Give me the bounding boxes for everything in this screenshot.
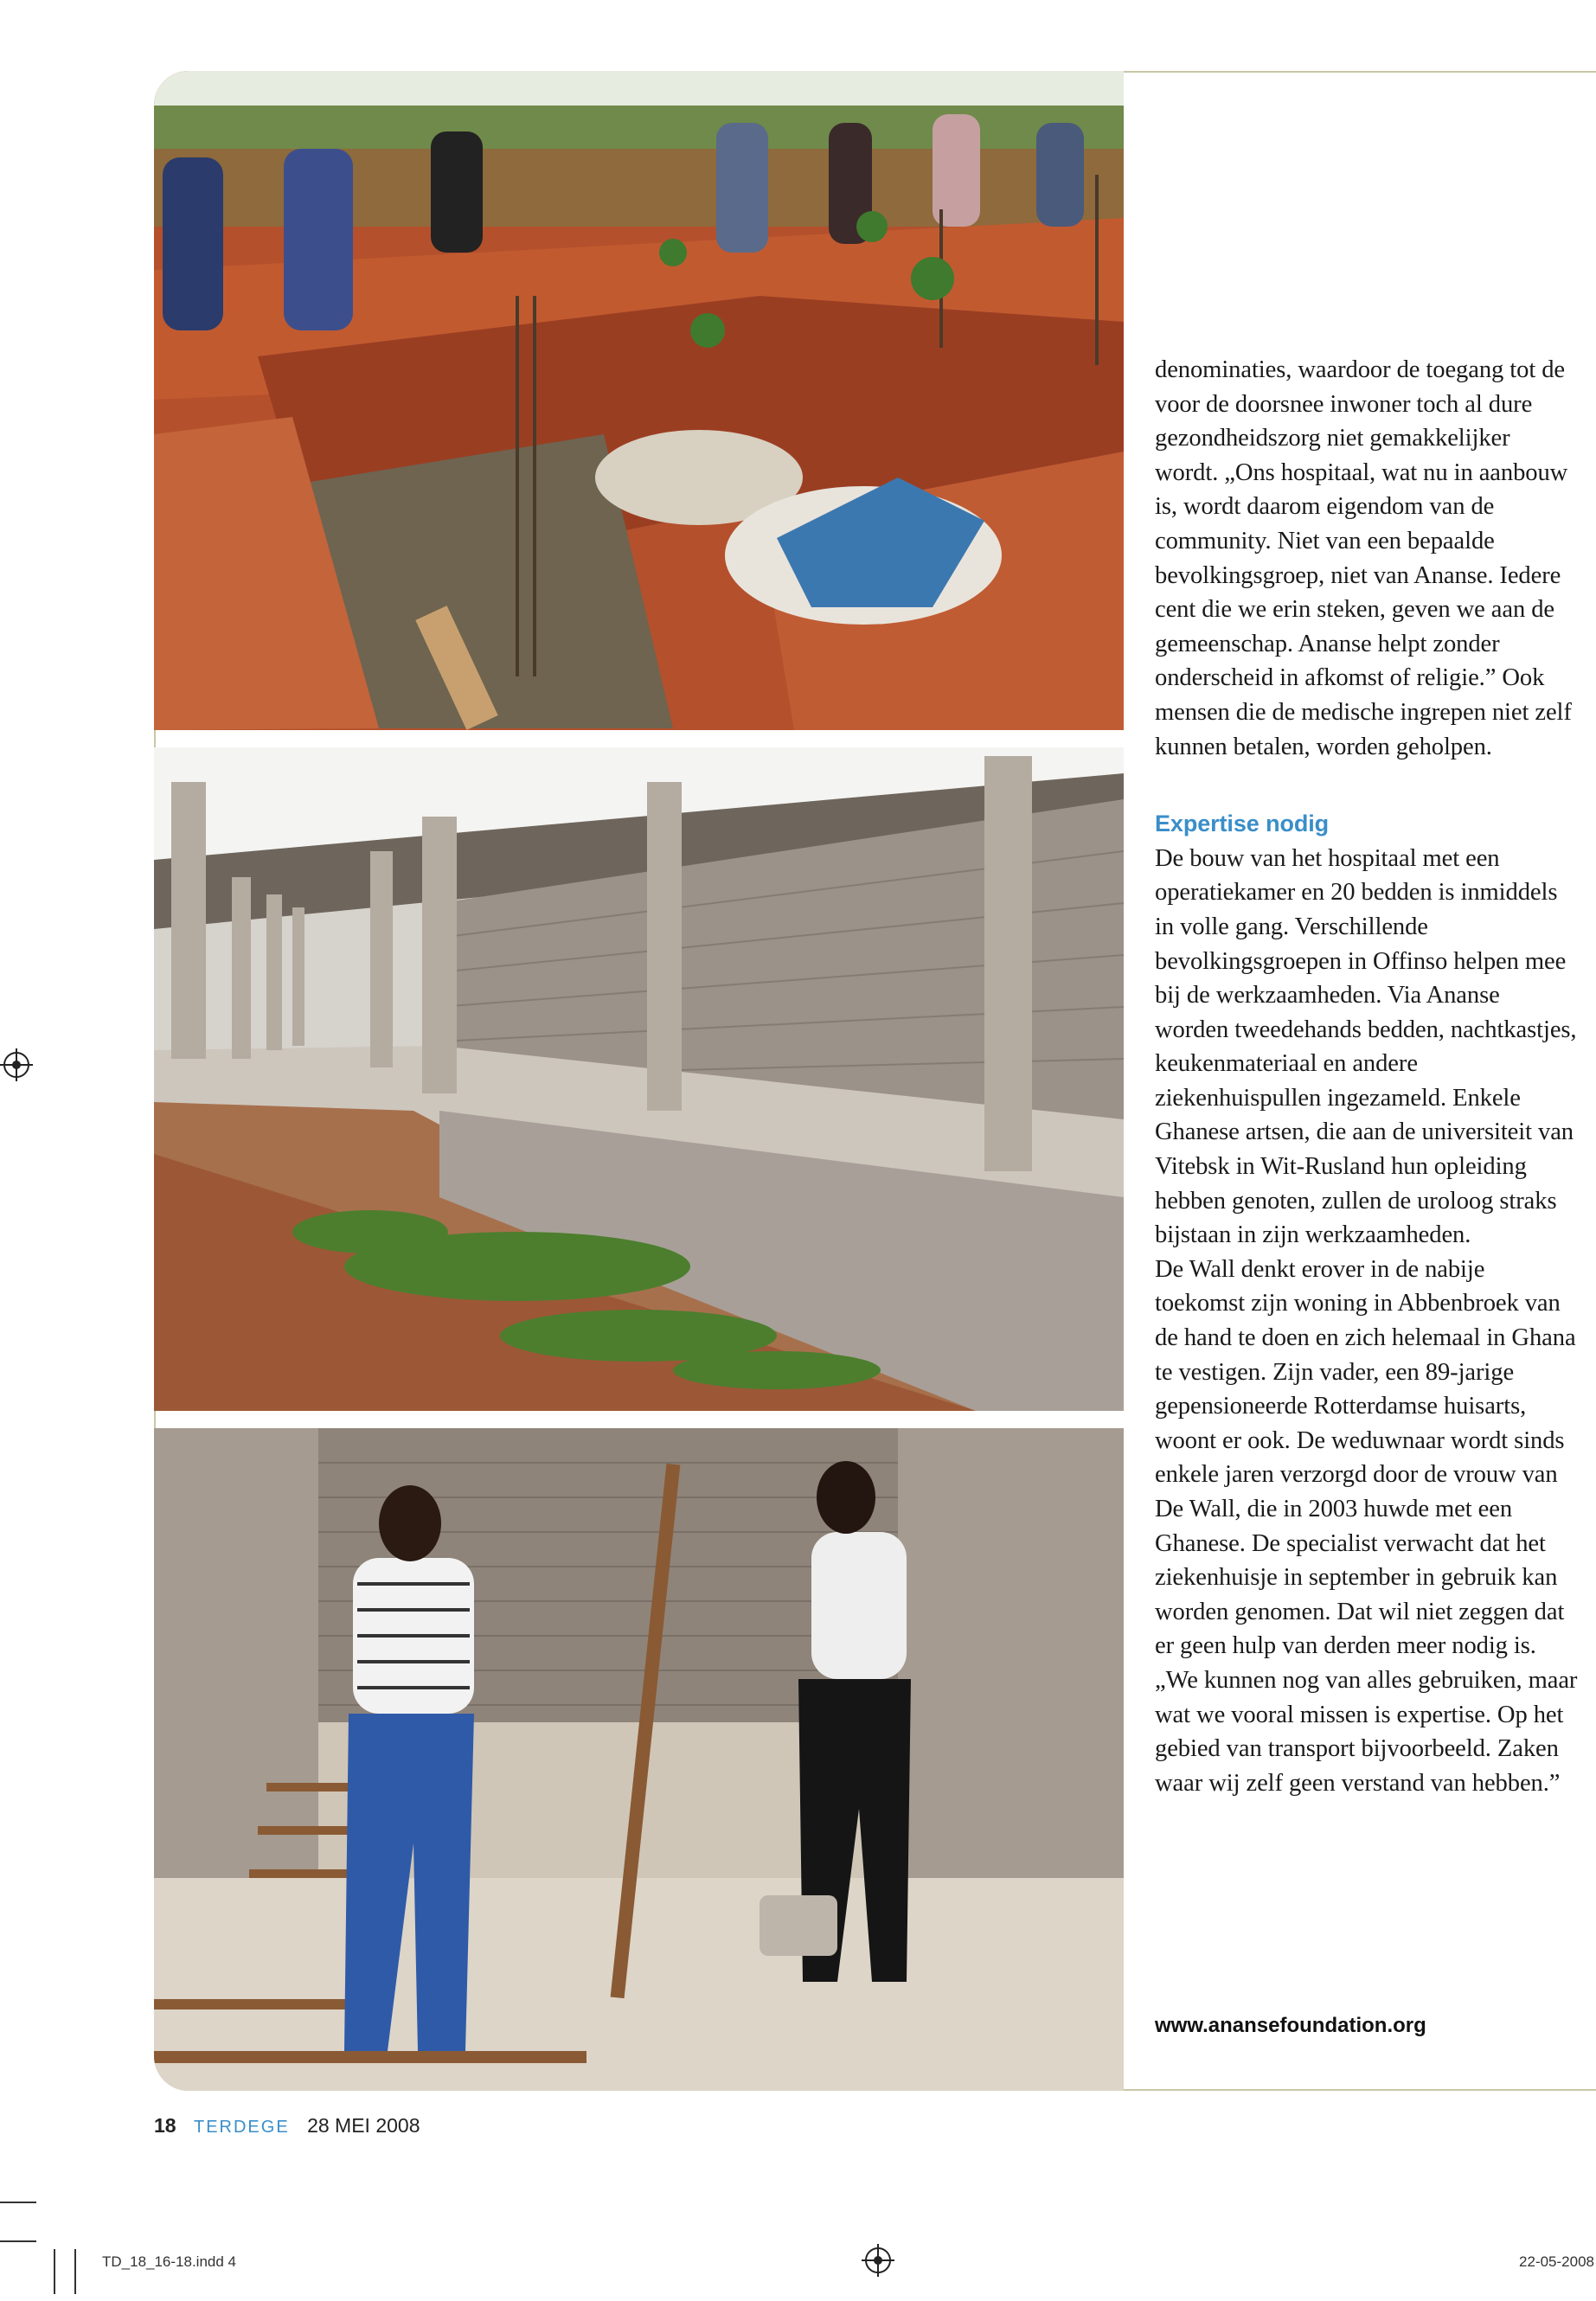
article-paragraph: denominaties, waardoor de toegang tot de voor de doorsnee inwoner toch al dure gezondheidszorg niet gemakkelijker wordt. „Ons hospitaal, wat nu in aanbouw is, wordt daarom eigendom van de community. Niet van een bepaalde bevolkingsgroep, niet van Ananse. Iedere cent die we erin steken, geven we aan de gemeenschap. Ananse helpt zonder onderscheid in afkomst of religie.” Ook mensen die de medische ingrepen niet zelf kunnen betalen, worden geholpen. [1155, 356, 1572, 760]
registration-mark-icon [865, 2247, 891, 2273]
photo-building-walls [154, 747, 1124, 1411]
photo-foundation-trenches [154, 71, 1124, 730]
page-number: 18 [154, 2114, 176, 2137]
crop-mark [54, 2249, 55, 2294]
article-paragraph: De Wall denkt erover in de nabije toekomst zijn woning in Abbenbroek van de hand te doen en zich helemaal in Ghana te vestigen. Zijn vader, een 89-jarige gepensioneerde Rotterdamse huisarts, woont er ook. De weduwnaar wordt sinds enkele jaren verzorgd door de vrouw van De Wall, die in 2003 huwde met een Ghanese. De specialist verwacht dat het ziekenhuisje in september in gebruik kan worden genomen. Dat wil niet zeggen dat er geen hulp van derden meer nodig is. „We kunnen nog van alles gebruiken, maar wat we vooral missen is expertise. Op het gebied van transport bijvoorbeeld. Zaken waar wij zelf geen verstand van hebben.” [1155, 1255, 1578, 1797]
slug-date: 22-05-2008 [1519, 2253, 1594, 2270]
article-paragraph: De bouw van het hospitaal met een operatiekamer en 20 bedden is inmiddels in volle gang. Verschillende bevolkingsgroepen in Offinso helpen mee bij de werkzaamheden. Via Ananse worden tweedehands bedden, nachtkastjes, keukenmateriaal en andere ziekenhuispullen ingezameld. Enkele Ghanese artsen, die aan de universiteit van Vitebsk in Wit-Rusland hun opleiding hebben genoten, zullen de uroloog straks bijstaan in zijn werkzaamheden. [1155, 844, 1577, 1249]
crop-mark [0, 2202, 36, 2203]
crop-mark [0, 2240, 36, 2242]
page-footer [154, 2114, 420, 2138]
photo-two-men [154, 1428, 1124, 2091]
slug-filename: TD_18_16-18.indd 4 [102, 2253, 237, 2270]
crop-mark [74, 2249, 76, 2294]
registration-mark-icon [3, 1052, 29, 1078]
magazine-name: TERDEGE [193, 2118, 290, 2137]
website-link[interactable]: www.anansefoundation.org [1155, 2014, 1426, 2037]
subheading: Expertise nodig [1155, 811, 1330, 837]
issue-date: 28 MEI 2008 [307, 2114, 420, 2137]
article-body [1155, 353, 1579, 1800]
